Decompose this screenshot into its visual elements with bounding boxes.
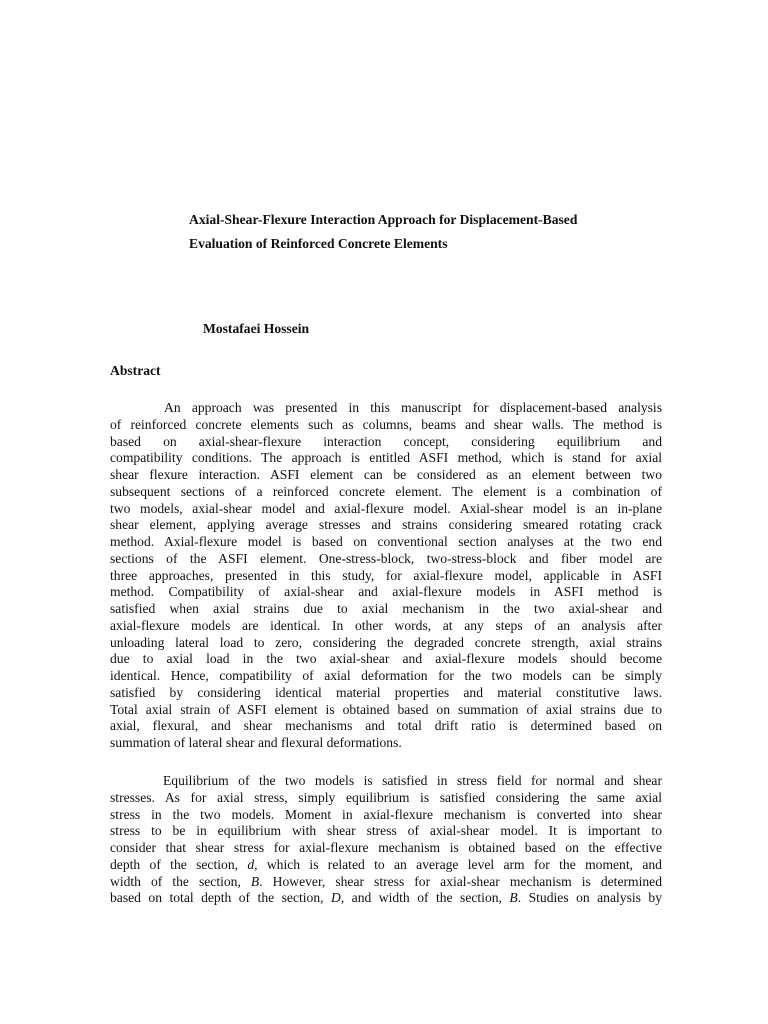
text-line: sections of the ASFI element. One-stress-block, two-stress-block and fiber model are	[110, 550, 662, 566]
text-line: consider that shear stress for axial-flexure mechanism is obtained based on the effective	[110, 840, 662, 855]
text-line: method. Axial-flexure model is based on conventional section analyses at the two end	[110, 534, 662, 549]
text-run: . However, shear stress for axial-shear mechanism is determined	[259, 873, 662, 889]
text-run: width of the section,	[110, 873, 251, 889]
text-line: shear flexure interaction. ASFI element can be considered as an element between two	[110, 467, 662, 482]
text-run: , and width of the section,	[340, 890, 510, 906]
text-line: axial, flexural, and shear mechanisms and total drift ratio is determined based on	[110, 718, 662, 734]
text-run: , which is related to an average level arm for the moment, and	[254, 856, 662, 872]
text-run: . Studies on analysis by	[517, 890, 662, 906]
text-line	[110, 857, 662, 874]
text-line: An approach was presented in this manuscript for displacement-based analysis	[164, 400, 662, 415]
text-line: subsequent sections of a reinforced concrete element. The element is a combination of	[110, 483, 662, 499]
text-line: compatibility conditions. The approach is entitled ASFI method, which is stand for axial	[110, 450, 662, 466]
text-line: three approaches, presented in this study, for axial-flexure model, applicable in ASFI	[110, 567, 662, 583]
text-line	[110, 890, 662, 907]
paper-title	[189, 208, 659, 256]
author-name: Mostafaei Hossein	[203, 321, 310, 336]
text-line: Equilibrium of the two models is satisfied in stress field for normal and shear	[163, 773, 662, 788]
text-run: based on total depth of the section,	[110, 890, 331, 906]
text-line: unloading lateral load to zero, considering the degraded concrete strength, axial strains	[110, 634, 662, 650]
text-line	[110, 874, 662, 891]
title-line-2: Evaluation of Reinforced Concrete Elements	[189, 236, 448, 251]
text-line: stress in the two models. Moment in axial-flexure mechanism is converted into shear	[110, 806, 662, 822]
abstract-paragraph-1	[110, 400, 662, 752]
variable-b: B	[509, 890, 518, 906]
text-line: identical. Hence, compatibility of axial deformation for the two models can be simply	[110, 668, 662, 683]
text-line: satisfied by considering identical material properties and material constitutive laws.	[110, 684, 662, 700]
text-run: depth of the section,	[110, 856, 248, 872]
text-line: method. Compatibility of axial-shear and axial-flexure models in ASFI method is	[110, 584, 662, 600]
title-line-1: Axial-Shear-Flexure Interaction Approach for Displacement-Based	[189, 212, 578, 227]
text-line: satisfied when axial strains due to axial mechanism in the two axial-shear and	[110, 601, 662, 616]
text-line: based on axial-shear-flexure interaction concept, considering equilibrium and	[110, 433, 662, 449]
abstract-heading: Abstract	[110, 363, 161, 378]
text-line: summation of lateral shear and flexural deformations.	[110, 735, 402, 750]
text-line: shear element, applying average stresses and strains considering smeared rotating crack	[110, 517, 662, 533]
text-line: Total axial strain of ASFI element is obtained based on summation of axial strains due to	[110, 701, 662, 717]
text-line: of reinforced concrete elements such as columns, beams and shear walls. The method is	[110, 416, 662, 432]
text-line: due to axial load in the two axial-shear and axial-flexure models should become	[110, 651, 662, 667]
text-line: stresses. As for axial stress, simply equilibrium is satisfied considering the same axial	[110, 789, 662, 805]
abstract-paragraph-2	[110, 773, 662, 907]
variable-d: d	[247, 856, 255, 872]
text-line: two models, axial-shear model and axial-flexure model. Axial-shear model is an in-plane	[110, 500, 662, 516]
text-line: axial-flexure models are identical. In other words, at any steps of an analysis after	[110, 617, 662, 633]
variable-d-total: D	[330, 890, 341, 906]
variable-b: B	[250, 873, 260, 889]
text-line: stress to be in equilibrium with shear stress of axial-shear model. It is important to	[110, 823, 662, 839]
